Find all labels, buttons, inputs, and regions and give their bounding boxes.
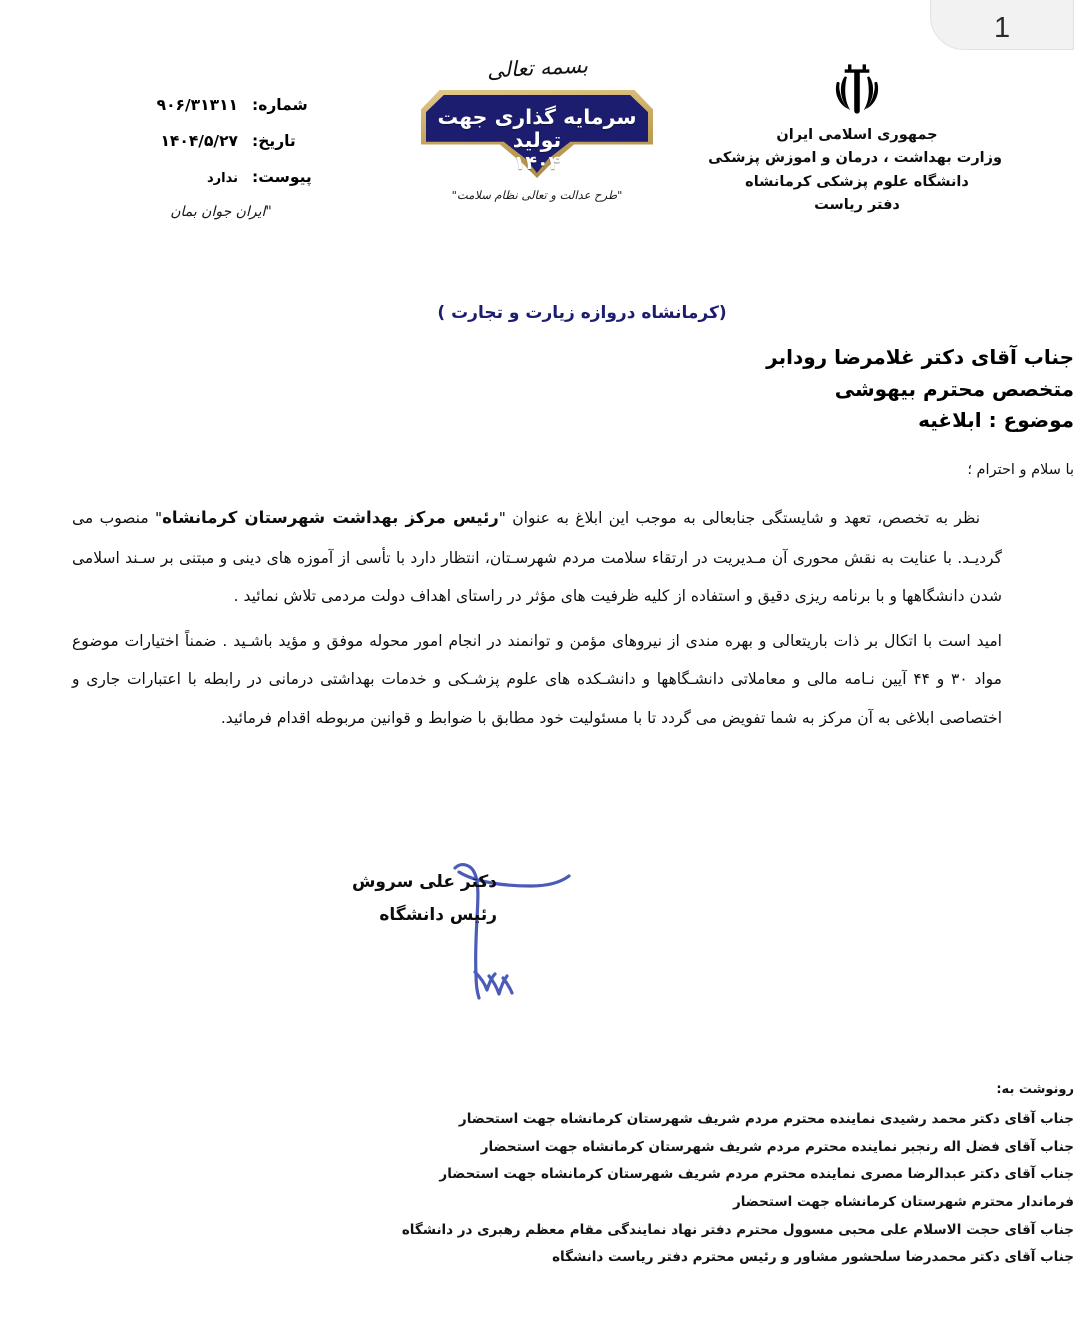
- cc-item: جناب آقای حجت الاسلام علی محبی مسوول محترم دفتر نهاد نمایندگی مقام معظم رهبری در دانشگاه: [401, 1221, 1074, 1238]
- org-line-ministry: وزارت بهداشت ، درمان و اموزش پزشکی: [708, 150, 1002, 167]
- meta-label-date: تاریخ:: [252, 132, 296, 150]
- signatory-name: دکتر علی سروش: [351, 872, 497, 892]
- letter-subject: موضوع : ابلاغیه: [918, 408, 1074, 433]
- cc-item: جناب آقای دکتر عبدالرضا مصری نماینده محترم مردم شریف شهرستان کرمانشاه جهت استحضار: [439, 1166, 1074, 1183]
- signatory-title: رئیس دانشگاه: [379, 905, 497, 926]
- body-paragraph-2: [72, 622, 1002, 737]
- city-tagline: (کرمانشاه دروازه زیارت و تجارت ): [437, 303, 727, 323]
- signature-block: [351, 866, 667, 932]
- badge-slogan-line: سرمایه گذاری جهت تولید: [437, 105, 637, 152]
- national-slogan-text: "ایران جوان بمان: [170, 204, 272, 220]
- year-slogan-badge: [421, 90, 653, 178]
- page-number-label: 1: [993, 12, 1011, 44]
- basmala-text: بسمه تعالی: [485, 53, 589, 83]
- iran-national-emblem-icon: [829, 62, 885, 116]
- cc-title: رونوشت به:: [996, 1082, 1074, 1097]
- org-line-country: جمهوری اسلامی ایران: [776, 127, 938, 143]
- health-system-motto: "طرح عدالت و تعالی نظام سلامت": [451, 188, 623, 202]
- meta-row-attachment: [92, 168, 322, 186]
- organization-block: [708, 62, 1002, 218]
- addressee-block: [0, 342, 1074, 437]
- meta-row-number: [92, 96, 322, 114]
- badge-year-line: ۱۴۰۴: [513, 151, 561, 174]
- addressee-title: متخصص محترم بیهوشی: [834, 376, 1074, 401]
- body-p1-before: نظر به تخصص، تعهد و شایستگی جنابعالی به موجب این ابلاغ به عنوان ": [498, 509, 981, 527]
- body-p1-after: " منصوب می گردیـد. با عنایت به نقش محوری آن مـدیریت در ارتقاء سلامت مردم شهرسـتان، انتظار دارد با تأسی از آموزه های دینی و مبتنی بر سـند اسلامی شدن دانشگاهها و با برنامه ریزی دقیق و استفاده از کلیه ظرفیت های مؤثر در راستای اهداف دولت مردمی تلاش نمائید .: [72, 509, 1002, 606]
- badge-text-group: [421, 106, 653, 175]
- meta-value-date: ۱۴۰۴/۵/۲۷: [160, 132, 238, 150]
- meta-value-attachment: ندارد: [206, 171, 238, 186]
- body-p2-text: امید است با اتکال بر ذات باریتعالی و بهره مندی از نیروهای مؤمن و توانمند در انجام امور محوله موفق و مؤید باشـید . ضمناً اختیارات موضوع مواد ۳۰ و ۴۴ آیین نـامه مالی و معاملاتی دانشـگاهها و دانشـکده های علوم پزشـکی و خدمات بهداشتی درمانی در رابطه با اعتبارات جاری و اختصاصی ابلاغی به آن مرکز به شما تفویض می گردد تا با مسئولیت خود مطابق با ضوابط و قوانین مربوطه اقدام فرمائید.: [72, 632, 1002, 727]
- meta-row-date: [92, 132, 322, 150]
- page-number-badge: [930, 0, 1074, 50]
- body-paragraph-1: [72, 498, 1002, 616]
- greeting-line: با سلام و احترام ؛: [967, 462, 1074, 478]
- cc-item: فرماندار محترم شهرستان کرمانشاه جهت استحضار: [732, 1194, 1074, 1211]
- addressee-name: جناب آقای دکتر غلامرضا رودابر: [766, 345, 1074, 369]
- addressee-lines: [84, 342, 1074, 437]
- carbon-copy-block: [0, 1082, 1074, 1272]
- reference-meta-block: [92, 96, 322, 220]
- letterhead: [0, 0, 1074, 285]
- signature-names: [351, 866, 497, 932]
- meta-label-number: شماره:: [252, 96, 308, 114]
- org-line-office: دفتر ریاست: [814, 197, 900, 214]
- appointment-title-quoted: رئیس مرکز بهداشت شهرستان کرمانشاه: [162, 508, 499, 527]
- cc-item: جناب آقای فضل اله رنجبر نماینده محترم مردم شریف شهرستان کرمانشاه جهت استحضار: [480, 1138, 1074, 1155]
- meta-value-number: ۹۰۶/۳۱۳۱۱: [156, 96, 238, 114]
- center-header-block: [372, 53, 702, 202]
- cc-item: جناب آقای دکتر محمدرضا سلحشور مشاور و رئیس محترم دفتر ریاست دانشگاه: [552, 1249, 1074, 1266]
- cc-item: جناب آقای دکتر محمد رشیدی نماینده محترم مردم شریف شهرستان کرمانشاه جهت استحضار: [458, 1111, 1074, 1127]
- org-line-university: دانشگاه علوم پزشکی کرمانشاه: [745, 173, 969, 190]
- meta-label-attachment: پیوست:: [252, 168, 312, 186]
